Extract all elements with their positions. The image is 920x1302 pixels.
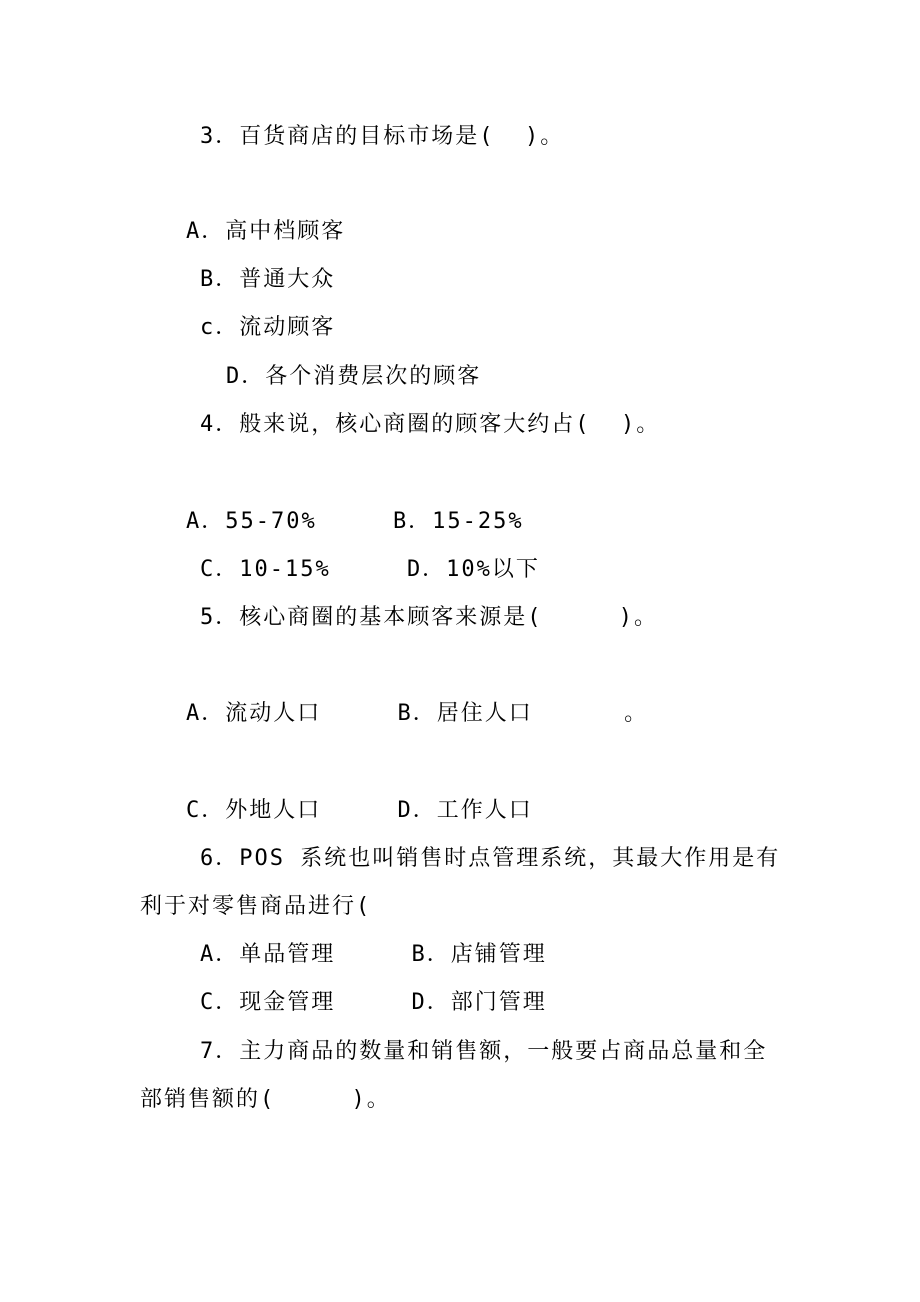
question-3-option-b: B．普通大众 xyxy=(200,267,336,292)
question-6-options-ab: A．单品管理 B．店铺管理 xyxy=(200,942,547,967)
question-7-line-2: 部销售额的( )。 xyxy=(140,1087,391,1112)
question-3-option-c: c．流动顾客 xyxy=(200,315,336,340)
question-7-line-1: 7．主力商品的数量和销售额，一般要占商品总量和全 xyxy=(200,1039,768,1064)
question-6-line-2: 利于对零售商品进行( xyxy=(140,894,372,919)
question-3-option-d: D．各个消费层次的顾客 xyxy=(226,364,482,389)
question-6-line-1: 6．POS 系统也叫销售时点管理系统，其最大作用是有 xyxy=(200,846,781,871)
question-5: 5．核心商圈的基本顾客来源是( )。 xyxy=(200,605,658,630)
question-3: 3．百货商店的目标市场是( )。 xyxy=(200,124,565,149)
question-3-option-a: A．高中档顾客 xyxy=(186,219,346,244)
question-5-options-ab: A．流动人口 B．居住人口 。 xyxy=(186,701,649,726)
question-4-options-cd: C．10-15% D．10%以下 xyxy=(200,557,540,582)
question-5-options-cd: C．外地人口 D．工作人口 xyxy=(186,798,533,823)
question-4: 4．般来说，核心商圈的顾客大约占( )。 xyxy=(200,412,661,437)
question-4-options-ab: A．55-70% B．15-25% xyxy=(186,509,524,534)
question-6-options-cd: C．现金管理 D．部门管理 xyxy=(200,990,547,1015)
